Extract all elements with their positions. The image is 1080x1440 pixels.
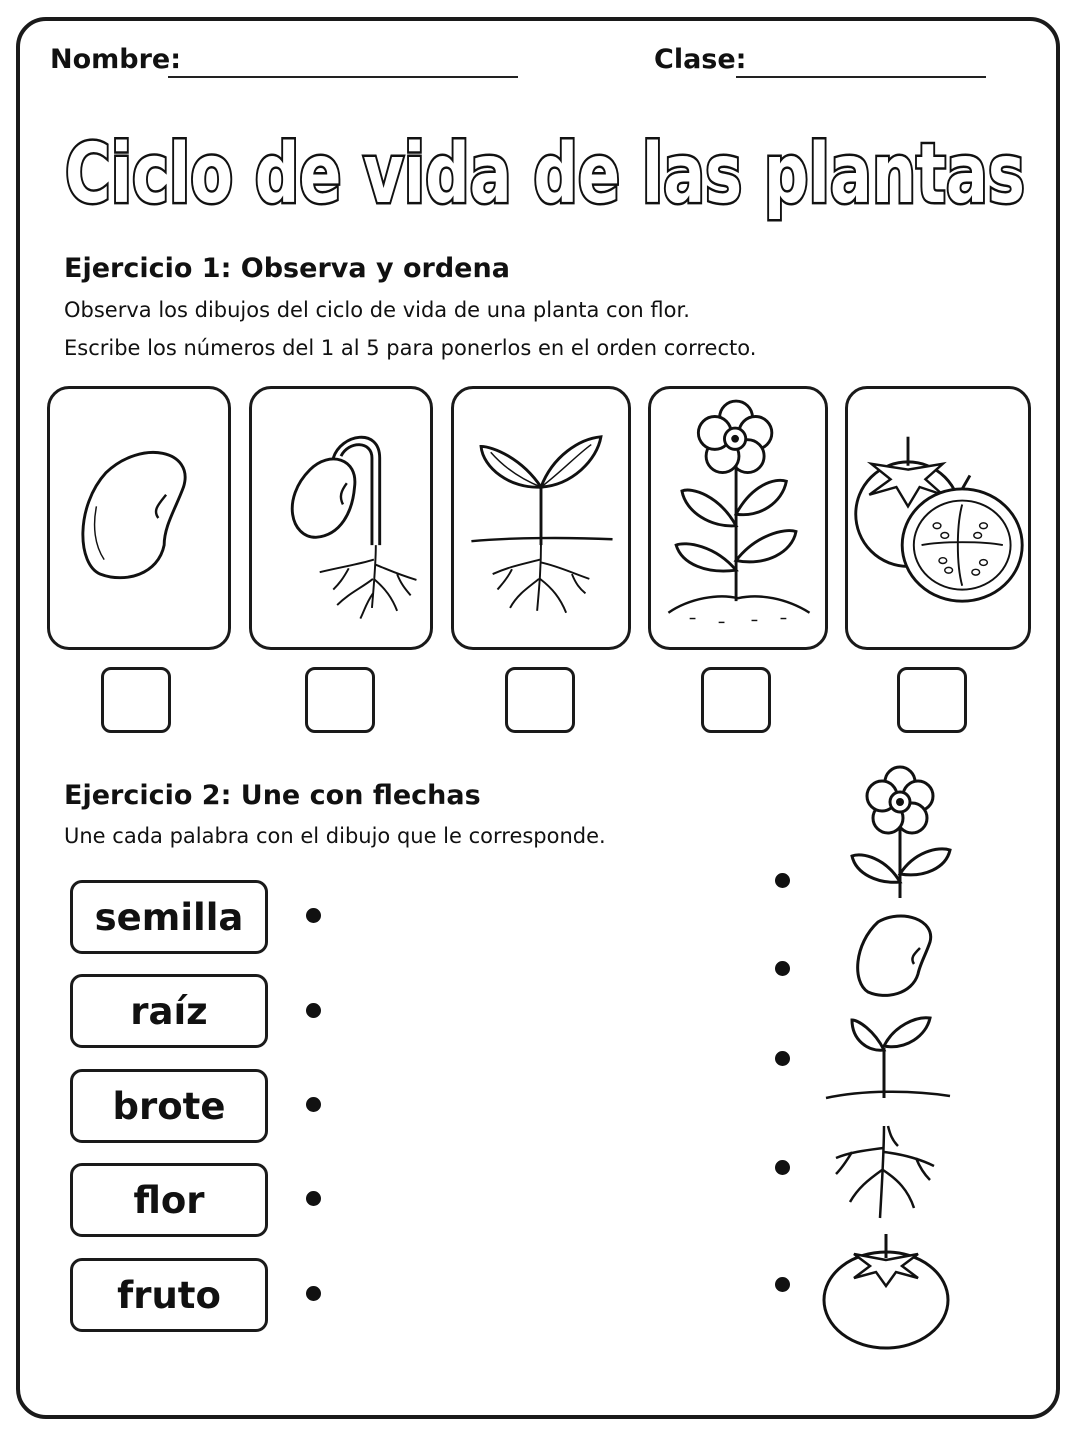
picture-roots	[828, 1122, 940, 1222]
word-box-fruto[interactable]: fruto	[70, 1258, 268, 1332]
word-dot-2[interactable]	[306, 1003, 321, 1018]
picture-dot-5[interactable]	[775, 1277, 790, 1292]
card-sprout	[451, 386, 631, 650]
class-answer-line[interactable]	[736, 76, 986, 78]
card-seed	[47, 386, 231, 650]
card-germinating-seed	[249, 386, 433, 650]
word-dot-3[interactable]	[306, 1097, 321, 1112]
exercise1-instruction-2: Escribe los números del 1 al 5 para ponerlos en el orden correcto.	[64, 336, 757, 360]
word-box-brote[interactable]: brote	[70, 1069, 268, 1143]
word-box-raiz[interactable]: raíz	[70, 974, 268, 1048]
flower-icon	[842, 762, 958, 900]
picture-seed	[850, 910, 940, 1002]
answer-box-4[interactable]	[701, 667, 771, 733]
picture-tomato	[820, 1228, 952, 1350]
answer-box-2[interactable]	[305, 667, 375, 733]
picture-sprout	[822, 1010, 954, 1106]
card-flowering-plant	[648, 386, 828, 650]
picture-dot-1[interactable]	[775, 873, 790, 888]
seed-icon	[50, 389, 228, 647]
word-box-semilla[interactable]: semilla	[70, 880, 268, 954]
picture-dot-4[interactable]	[775, 1160, 790, 1175]
flowering-plant-icon	[651, 389, 825, 647]
name-answer-line[interactable]	[168, 76, 518, 78]
sprout-icon	[822, 1010, 954, 1106]
picture-dot-2[interactable]	[775, 961, 790, 976]
exercise2-title: Ejercicio 2: Une con flechas	[64, 780, 481, 811]
name-label: Nombre:	[50, 44, 182, 75]
page-title-text: Ciclo de vida de las plantas	[65, 127, 1025, 222]
exercise1-title: Ejercicio 1: Observa y ordena	[64, 253, 510, 284]
tomato-fruit-icon	[848, 389, 1028, 647]
answer-box-3[interactable]	[505, 667, 575, 733]
exercise2-instruction: Une cada palabra con el dibujo que le corresponde.	[64, 824, 606, 848]
sprout-icon	[454, 389, 628, 647]
answer-box-5[interactable]	[897, 667, 967, 733]
germinating-seed-icon	[252, 389, 430, 647]
word-dot-4[interactable]	[306, 1191, 321, 1206]
tomato-icon	[820, 1228, 952, 1350]
card-tomato-fruit	[845, 386, 1031, 650]
exercise1-instruction-1: Observa los dibujos del ciclo de vida de una planta con flor.	[64, 298, 690, 322]
roots-icon	[828, 1122, 940, 1222]
page-title	[0, 104, 1080, 234]
class-label: Clase:	[654, 44, 747, 75]
word-dot-1[interactable]	[306, 908, 321, 923]
picture-dot-3[interactable]	[775, 1051, 790, 1066]
word-box-flor[interactable]: flor	[70, 1163, 268, 1237]
seed-icon	[850, 910, 940, 1002]
answer-box-1[interactable]	[101, 667, 171, 733]
picture-flower	[842, 762, 958, 900]
word-dot-5[interactable]	[306, 1286, 321, 1301]
